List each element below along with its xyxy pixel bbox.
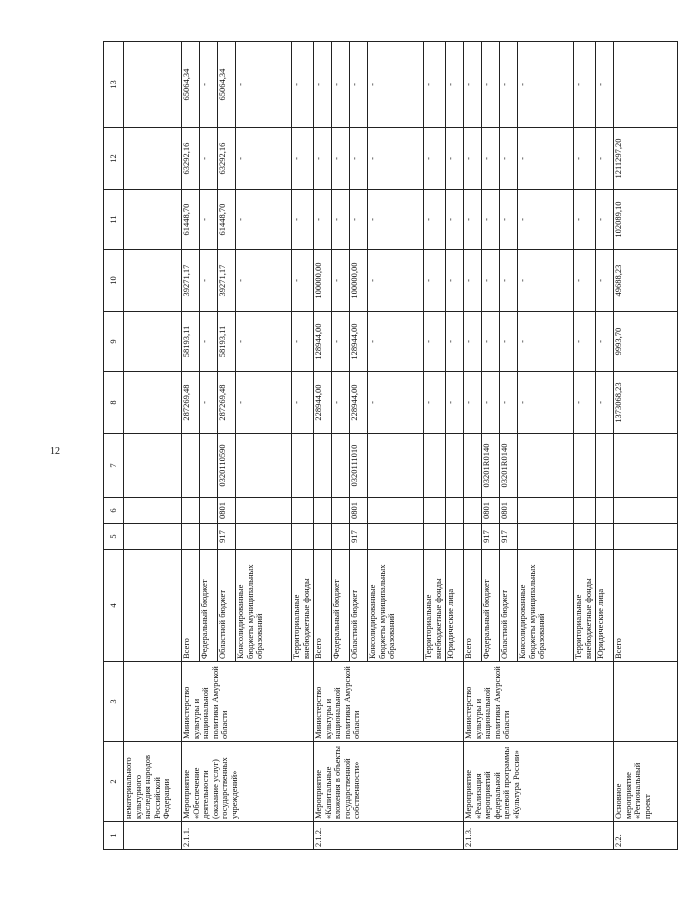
cell-value (292, 434, 314, 498)
page-number: 12 (50, 446, 60, 457)
cell-value: 0801 (500, 498, 518, 524)
table-row (614, 42, 678, 850)
cell-value: - (200, 372, 218, 434)
cell-value: 58193,11 (182, 312, 200, 372)
cell-source: Юридические лица (446, 550, 464, 662)
cell-value: - (368, 128, 424, 190)
cell-value: - (200, 190, 218, 250)
header-cell: 11 (104, 190, 124, 250)
cell-value (314, 434, 332, 498)
cell-value: - (236, 42, 292, 128)
cell-value (464, 434, 482, 498)
cell-value (574, 498, 596, 524)
cell-value: - (350, 128, 368, 190)
cell-value: - (424, 250, 446, 312)
cell-empty (124, 42, 182, 128)
cell-value: - (596, 42, 614, 128)
cell-value (424, 524, 446, 550)
cell-source: Всего (182, 550, 200, 662)
cell-value: - (292, 190, 314, 250)
cell-value (424, 434, 446, 498)
cell-value: - (464, 312, 482, 372)
cell-value: - (596, 312, 614, 372)
cell-value: - (500, 250, 518, 312)
cell-value: 0320111010 (350, 434, 368, 498)
cell-value (314, 498, 332, 524)
cell-value (182, 498, 200, 524)
cell-value: - (482, 42, 500, 128)
cell-value (446, 498, 464, 524)
cell-value: - (446, 372, 464, 434)
cell-source: Областной бюджет (218, 550, 236, 662)
cell-value: - (596, 190, 614, 250)
cell-value: - (332, 372, 350, 434)
cell-num (124, 822, 182, 850)
cell-value: 65064,34 (218, 42, 236, 128)
cell-value: - (574, 250, 596, 312)
header-cell: 10 (104, 250, 124, 312)
cell-source: Консолидированные бюджеты муниципальных образований (236, 550, 292, 662)
cell-value: - (200, 250, 218, 312)
cell-value: 9993,70 (614, 312, 678, 372)
cell-value: - (424, 190, 446, 250)
cell-value: - (368, 42, 424, 128)
cell-source: Федеральный бюджет (332, 550, 350, 662)
cell-value (200, 434, 218, 498)
cell-value (574, 524, 596, 550)
cell-value (236, 498, 292, 524)
cell-value (368, 434, 424, 498)
cell-value: - (574, 190, 596, 250)
cell-source: Всего (614, 550, 678, 662)
header-cell: 1 (104, 822, 124, 850)
budget-table (103, 41, 678, 850)
cell-value (596, 434, 614, 498)
cell-value: - (314, 42, 332, 128)
cell-source: Всего (464, 550, 482, 662)
cell-value: - (574, 372, 596, 434)
cell-value: - (332, 128, 350, 190)
cell-value: - (368, 190, 424, 250)
cell-value: - (350, 42, 368, 128)
cell-value: - (464, 372, 482, 434)
cell-value: 917 (218, 524, 236, 550)
cell-value (464, 498, 482, 524)
cell-value: 63292,16 (182, 128, 200, 190)
cell-value: - (424, 128, 446, 190)
table-row (314, 42, 332, 850)
cell-empty (124, 128, 182, 190)
cell-name: Мероприятие «Реализация мероприятий федеральной целевой программы «Культура России» (464, 742, 614, 822)
cell-value: 1373068,23 (614, 372, 678, 434)
cell-num: 2.1.2. (314, 822, 464, 850)
cell-value (236, 524, 292, 550)
cell-value (614, 42, 678, 128)
cell-value: 917 (500, 524, 518, 550)
cell-value: - (368, 250, 424, 312)
cell-value: - (424, 312, 446, 372)
cell-source: Консолидированные бюджеты муниципальных образований (518, 550, 574, 662)
cell-empty (124, 250, 182, 312)
cell-value (332, 498, 350, 524)
cell-name: нематериального культурного наследия народов Российской Федерации (124, 742, 182, 822)
cell-value: 61448,70 (218, 190, 236, 250)
cell-empty (124, 662, 182, 742)
cell-num: 2.2. (614, 822, 678, 850)
cell-value (292, 524, 314, 550)
cell-value: 128944,00 (350, 312, 368, 372)
cell-value: - (314, 190, 332, 250)
cell-value: - (596, 128, 614, 190)
cell-value (332, 434, 350, 498)
cell-value: 58193,11 (218, 312, 236, 372)
cell-value: - (292, 42, 314, 128)
cell-value: - (236, 128, 292, 190)
cell-value: - (446, 42, 464, 128)
cell-empty (124, 312, 182, 372)
cell-source: Территориальные внебюджетные фонды (292, 550, 314, 662)
cell-source: Федеральный бюджет (482, 550, 500, 662)
table-row (464, 42, 482, 850)
cell-value (182, 524, 200, 550)
continuation-row (124, 42, 182, 850)
cell-executor: Министерство культуры и национальной политики Амурской области (182, 662, 314, 742)
cell-value (574, 434, 596, 498)
cell-value: - (446, 190, 464, 250)
cell-value: - (236, 250, 292, 312)
cell-value: - (596, 372, 614, 434)
cell-num: 2.1.1. (182, 822, 314, 850)
cell-value: - (368, 372, 424, 434)
cell-value (464, 524, 482, 550)
cell-executor: Министерство культуры и национальной политики Амурской области (464, 662, 614, 742)
cell-source: Всего (314, 550, 332, 662)
cell-source: Юридические лица (596, 550, 614, 662)
header-cell: 6 (104, 498, 124, 524)
cell-value: - (574, 312, 596, 372)
cell-value: 228944,00 (314, 372, 332, 434)
cell-value: 0801 (482, 498, 500, 524)
cell-value (236, 434, 292, 498)
cell-value: - (332, 250, 350, 312)
cell-name: Мероприятие «Капитальные вложения в объекты государственной собственности» (314, 742, 464, 822)
cell-value: - (518, 312, 574, 372)
cell-empty (124, 372, 182, 434)
cell-value: 128944,00 (314, 312, 332, 372)
cell-value: - (332, 190, 350, 250)
cell-value: 917 (482, 524, 500, 550)
cell-value (446, 434, 464, 498)
cell-value (292, 498, 314, 524)
cell-value: 228944,00 (350, 372, 368, 434)
cell-value: 100000,00 (350, 250, 368, 312)
cell-value: 287269,48 (182, 372, 200, 434)
cell-value (332, 524, 350, 550)
cell-value: 0320110590 (218, 434, 236, 498)
header-cell: 9 (104, 312, 124, 372)
cell-value: 61448,70 (182, 190, 200, 250)
cell-value: - (518, 128, 574, 190)
cell-value (614, 524, 678, 550)
cell-name: Мероприятие «Обеспечение деятельности (оказание услуг) государственных учреждений» (182, 742, 314, 822)
cell-value: 100000,00 (314, 250, 332, 312)
cell-value (596, 498, 614, 524)
cell-value: - (464, 128, 482, 190)
cell-source: Федеральный бюджет (200, 550, 218, 662)
cell-empty (124, 190, 182, 250)
cell-value: - (200, 312, 218, 372)
cell-value (200, 524, 218, 550)
cell-value: 63292,16 (218, 128, 236, 190)
cell-value: - (518, 190, 574, 250)
cell-value: - (574, 128, 596, 190)
cell-value: - (482, 250, 500, 312)
cell-value: - (332, 42, 350, 128)
cell-value (368, 498, 424, 524)
cell-value: - (500, 42, 518, 128)
cell-value: - (236, 190, 292, 250)
cell-value: - (446, 250, 464, 312)
header-cell: 4 (104, 550, 124, 662)
cell-empty (124, 498, 182, 524)
cell-value (518, 498, 574, 524)
cell-source: Областной бюджет (350, 550, 368, 662)
cell-value: - (500, 128, 518, 190)
header-row (104, 42, 124, 850)
cell-value: 0801 (218, 498, 236, 524)
cell-value (182, 434, 200, 498)
cell-value: - (500, 372, 518, 434)
cell-value (424, 498, 446, 524)
cell-value: - (464, 250, 482, 312)
cell-value: - (482, 190, 500, 250)
cell-value: - (482, 128, 500, 190)
cell-value: - (292, 250, 314, 312)
cell-source: Консолидированные бюджеты муниципальных образований (368, 550, 424, 662)
cell-value: - (292, 128, 314, 190)
header-cell: 7 (104, 434, 124, 498)
cell-value: - (482, 372, 500, 434)
cell-empty (124, 550, 182, 662)
cell-value (518, 524, 574, 550)
header-cell: 13 (104, 42, 124, 128)
cell-value (200, 498, 218, 524)
cell-value (518, 434, 574, 498)
cell-value (614, 434, 678, 498)
table-row (182, 42, 200, 850)
cell-value: - (446, 128, 464, 190)
cell-value: - (482, 312, 500, 372)
cell-value: - (500, 312, 518, 372)
cell-value: 917 (350, 524, 368, 550)
cell-value: 39271,17 (182, 250, 200, 312)
cell-value: - (446, 312, 464, 372)
cell-value (446, 524, 464, 550)
cell-value: - (424, 372, 446, 434)
cell-num: 2.1.3. (464, 822, 614, 850)
header-cell: 8 (104, 372, 124, 434)
cell-empty (124, 524, 182, 550)
cell-value: - (332, 312, 350, 372)
cell-value: 0801 (350, 498, 368, 524)
cell-value: 49688,23 (614, 250, 678, 312)
cell-value: - (574, 42, 596, 128)
cell-value: - (518, 250, 574, 312)
cell-value: - (518, 372, 574, 434)
cell-value: - (500, 190, 518, 250)
cell-value: - (200, 42, 218, 128)
cell-value: 102089,10 (614, 190, 678, 250)
header-cell: 12 (104, 128, 124, 190)
cell-value: - (350, 190, 368, 250)
cell-value: 03201R0140 (500, 434, 518, 498)
cell-value: 1211297,20 (614, 128, 678, 190)
cell-value: - (236, 312, 292, 372)
cell-value: - (464, 42, 482, 128)
cell-value: - (314, 128, 332, 190)
cell-source: Территориальные внебюджетные фонды (574, 550, 596, 662)
cell-executor (614, 662, 678, 742)
cell-executor: Министерство культуры и национальной политики Амурской области (314, 662, 464, 742)
cell-empty (124, 434, 182, 498)
cell-value: 03201R0140 (482, 434, 500, 498)
cell-value: 65064,34 (182, 42, 200, 128)
cell-value: - (236, 372, 292, 434)
cell-value: - (518, 42, 574, 128)
cell-value: - (464, 190, 482, 250)
cell-value: 287269,48 (218, 372, 236, 434)
header-cell: 3 (104, 662, 124, 742)
cell-value: - (292, 312, 314, 372)
cell-value (314, 524, 332, 550)
cell-value: - (292, 372, 314, 434)
cell-value (596, 524, 614, 550)
cell-value (614, 498, 678, 524)
cell-name: Основное мероприятие «Региональный проект (614, 742, 678, 822)
cell-source: Областной бюджет (500, 550, 518, 662)
cell-value: - (368, 312, 424, 372)
cell-value: 39271,17 (218, 250, 236, 312)
cell-source: Территориальные внебюджетные фонды (424, 550, 446, 662)
header-cell: 5 (104, 524, 124, 550)
cell-value: - (200, 128, 218, 190)
rotated-page (103, 42, 652, 850)
cell-value (368, 524, 424, 550)
header-cell: 2 (104, 742, 124, 822)
cell-value: - (596, 250, 614, 312)
cell-value: - (424, 42, 446, 128)
